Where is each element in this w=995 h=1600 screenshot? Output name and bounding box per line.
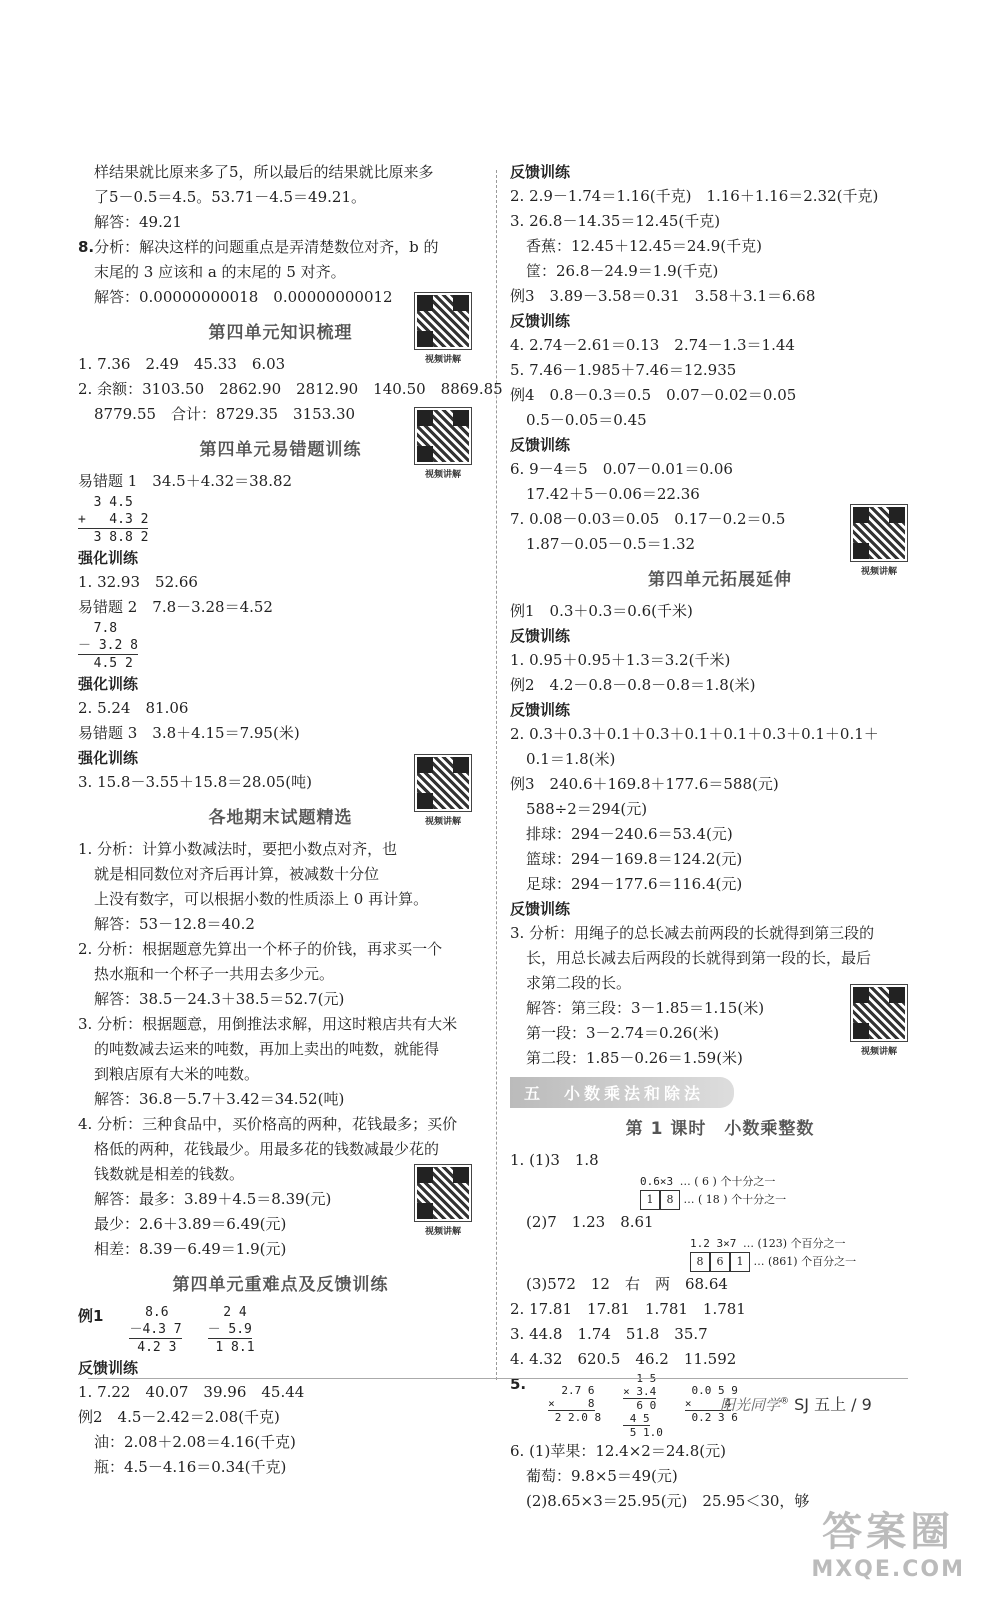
question-number: 8.: [78, 238, 95, 256]
answer-line: 1. 0.95＋0.95＋1.3＝3.2(千米): [510, 651, 731, 669]
answer-line: 相差：8.39－6.49＝1.9(元): [94, 1240, 287, 1258]
note: … (123) 个百分之一: [742, 1237, 846, 1250]
text-line: 4. 分析：三种食品中，买价格高的两种，花钱最多；买价: [78, 1115, 458, 1133]
subheading: 强化训练: [78, 549, 139, 567]
subheading: 反馈训练: [510, 436, 571, 454]
subheading: 反馈训练: [510, 627, 571, 645]
qr-code-icon[interactable]: 视频讲解: [414, 755, 472, 827]
text-line: 热水瓶和一个杯子一共用去多少元。: [94, 965, 335, 983]
text-line: 易错题 2 7.8－3.28＝4.52: [78, 598, 273, 616]
answer-line: 例3 240.6＋169.8＋177.6＝588(元): [510, 775, 779, 793]
text-line: 3. 分析：用绳子的总长减去前两段的长就得到第三段的: [510, 924, 875, 942]
answer-line: 2. 余额：3103.50 2862.90 2812.90 140.50 8869.85: [78, 380, 503, 398]
note: … ( 18 ) 个十分之一: [683, 1193, 787, 1206]
vertical-calc: 1 5 × 3.4 6 0 4 5 5 1.0: [623, 1372, 663, 1439]
answer-line: (3)572 12 右 两 68.64: [526, 1275, 728, 1293]
answer-line: 第一段：3－2.74＝0.26(米): [526, 1024, 720, 1042]
answer-line: 1. 7.22 40.07 39.96 45.44: [78, 1383, 305, 1401]
answer-line: 瓶：4.5－4.16＝0.34(千克): [94, 1458, 287, 1476]
answer-line: 例3 3.89－3.58＝0.31 3.58＋3.1＝6.68: [510, 287, 816, 305]
note: … (861) 个百分之一: [753, 1255, 857, 1268]
text-line: 2. 分析：根据题意先算出一个杯子的价钱，再求买一个: [78, 940, 443, 958]
example-label: 例1: [78, 1307, 104, 1325]
answer-line: 8779.55 合计：8729.35 3153.30: [94, 405, 356, 423]
question-number: 5.: [510, 1375, 527, 1393]
answer-line: 解答：最多：3.89＋4.5＝8.39(元): [94, 1190, 332, 1208]
digit-box: 1: [730, 1252, 750, 1272]
answer-line: 例1 0.3＋0.3＝0.6(千米): [510, 602, 693, 620]
subheading: 强化训练: [78, 749, 139, 767]
page-number: SJ 五上 / 9: [794, 1395, 872, 1414]
answer-line: 最少：2.6＋3.89＝6.49(元): [94, 1215, 287, 1233]
text-line: 的吨数减去运来的吨数，再加上卖出的吨数，就能得: [94, 1040, 440, 1058]
section-title: 第四单元知识梳理: [208, 323, 353, 343]
qr-code-icon[interactable]: 视频讲解: [850, 985, 908, 1057]
answer-line: 例2 4.2－0.8－0.8－0.8＝1.8(米): [510, 676, 756, 694]
text-line: 到粮店原有大米的吨数。: [94, 1065, 260, 1083]
right-column: [510, 160, 930, 1514]
answer-line: 第二段：1.85－0.26＝1.59(米): [526, 1049, 743, 1067]
answer-line: 香蕉：12.45＋12.45＝24.9(千克): [526, 237, 762, 255]
answer-line: 1. 32.93 52.66: [78, 573, 198, 591]
answer-line: 葡萄：9.8×5＝49(元): [526, 1467, 678, 1485]
answer-line: 7. 0.08－0.03＝0.05 0.17－0.2＝0.5: [510, 510, 786, 528]
text-line: 末尾的 3 应该和 a 的末尾的 5 对齐。: [94, 263, 346, 281]
qr-code-icon[interactable]: 视频讲解: [850, 505, 908, 577]
digit-box: 6: [710, 1252, 730, 1272]
answer-line: 2. 17.81 17.81 1.781 1.781: [510, 1300, 746, 1318]
text-line: 例2 4.5－2.42＝2.08(千克): [78, 1408, 280, 1426]
text-line: 易错题 1 34.5＋4.32＝38.82: [78, 472, 293, 490]
text-line: 易错题 3 3.8＋4.15＝7.95(米): [78, 724, 300, 742]
text-line: 分析：解决这样的问题重点是弄清楚数位对齐，b 的: [94, 238, 439, 256]
answer-line: 解答：36.8－5.7＋3.42＝34.52(吨): [94, 1090, 345, 1108]
answer-line: 排球：294－240.6＝53.4(元): [526, 825, 733, 843]
section-title: 第四单元重难点及反馈训练: [172, 1275, 389, 1295]
answer-line: 解答：第三段：3－1.85＝1.15(米): [526, 999, 765, 1017]
text-line: 长，用总长减去后两段的长就得到第一段的长，最后: [526, 949, 872, 967]
answer-line: 4. 2.74－2.61＝0.13 2.74－1.3＝1.44: [510, 336, 795, 354]
text-line: 格低的两种，花钱最少。用最多花的钱数减最少花的: [94, 1140, 440, 1158]
answer-line: 解答：0.00000000018 0.00000000012: [94, 288, 393, 306]
page-footer: [720, 1392, 872, 1415]
vertical-calc: 8.6 －4.3 7 4.2 3: [129, 1305, 182, 1355]
answer-line: 0.5－0.05＝0.45: [526, 411, 647, 429]
answer-line: 例4 0.8－0.3＝0.5 0.07－0.02＝0.05: [510, 386, 797, 404]
answer-line: 0.1＝1.8(米): [526, 750, 616, 768]
place-value-diagram-1: 0.6×3 … ( 6 ) 个十分之一 1 8 … ( 18 ) 个十分之一: [510, 1173, 930, 1210]
qr-code-icon[interactable]: 视频讲解: [414, 1165, 472, 1237]
watermark: 答案圈 MXQE.COM: [811, 1509, 965, 1582]
answer-line: 4. 4.32 620.5 46.2 11.592: [510, 1350, 737, 1368]
vertical-calc: 3 4.5 + 4.3 2 3 8.8 2: [78, 495, 149, 545]
note: … ( 6 ) 个十分之一: [679, 1175, 776, 1188]
answer-line: 5. 7.46－1.985＋7.46＝12.935: [510, 361, 737, 379]
qr-code-icon[interactable]: 视频讲解: [414, 293, 472, 365]
answer-line: 足球：294－177.6＝116.4(元): [526, 875, 743, 893]
answer-line: 6. (1)苹果：12.4×2＝24.8(元): [510, 1442, 726, 1460]
answer-line: 解答：38.5－24.3＋38.5＝52.7(元): [94, 990, 345, 1008]
answer-line: (2)8.65×3＝25.95(元) 25.95＜30，够: [526, 1492, 810, 1510]
footer-divider: [88, 1378, 908, 1379]
section-title: 各地期末试题精选: [208, 808, 353, 828]
answer-line: 588÷2＝294(元): [526, 800, 648, 818]
digit-box: 8: [660, 1190, 680, 1210]
place-value-diagram-2: 1.2 3×7 … (123) 个百分之一 8 6 1 … (861) 个百分之一: [510, 1235, 930, 1272]
vertical-calc: 0.0 5 9 × 4 0.2 3 6: [684, 1384, 738, 1424]
answer-line: 1.87－0.05－0.5＝1.32: [526, 535, 696, 553]
text-line: 求第二段的长。: [526, 974, 632, 992]
text-line: 就是相同数位对齐后再计算，被减数十分位: [94, 865, 380, 883]
example-1: [78, 1304, 483, 1356]
answer-line: 2. 5.24 81.06: [78, 699, 189, 717]
answer-line: 油：2.08＋2.08＝4.16(千克): [94, 1433, 296, 1451]
answer-line: 3. 26.8－14.35＝12.45(千克): [510, 212, 721, 230]
text-line: 1. 分析：计算小数减法时，要把小数点对齐，也: [78, 840, 398, 858]
subheading: 反馈训练: [510, 701, 571, 719]
answer-line: 解答：53－12.8＝40.2: [94, 915, 255, 933]
subheading: 反馈训练: [78, 1359, 139, 1377]
subheading: 强化训练: [78, 675, 139, 693]
brand-logo: 阳光同学: [720, 1396, 781, 1414]
subheading: 反馈训练: [510, 900, 571, 918]
vertical-calc: 2.7 6 × 8 2 2.0 8: [548, 1384, 602, 1424]
digit-box: 1: [640, 1190, 660, 1210]
answer-line: 1. (1)3 1.8: [510, 1151, 599, 1169]
answer-line: 2. 0.3＋0.3＋0.1＋0.3＋0.1＋0.1＋0.3＋0.1＋0.1＋: [510, 725, 879, 743]
answer-line: 解答：49.21: [94, 213, 182, 231]
section-title: 第四单元拓展延伸: [648, 570, 792, 590]
registered-mark: ®: [780, 1396, 790, 1407]
answer-line: 1. 7.36 2.49 45.33 6.03: [78, 355, 286, 373]
unit-banner: 五 小数乘法和除法: [510, 1077, 734, 1108]
section-title: 第四单元易错题训练: [199, 440, 362, 460]
answer-line: 2. 2.9－1.74＝1.16(千克) 1.16＋1.16＝2.32(千克): [510, 187, 879, 205]
lesson-title: 第 1 课时 小数乘整数: [625, 1119, 815, 1139]
answer-line: 3. 44.8 1.74 51.8 35.7: [510, 1325, 708, 1343]
vertical-calc: 2 4 － 5.9 1 8.1: [207, 1305, 255, 1355]
answer-line: 篮球：294－169.8＝124.2(元): [526, 850, 743, 868]
answer-line: 3. 15.8－3.55＋15.8＝28.05(吨): [78, 773, 312, 791]
vertical-calc: 7.8 － 3.2 8 4.5 2: [78, 621, 138, 671]
text-line: 上没有数字，可以根据小数的性质添上 0 再计算。: [94, 890, 429, 908]
text-line: 了5－0.5＝4.5。53.71－4.5＝49.21。: [94, 188, 366, 206]
qr-code-icon[interactable]: 视频讲解: [414, 408, 472, 480]
answer-line: (2)7 1.23 8.61: [526, 1213, 654, 1231]
answer-line: 筐：26.8－24.9＝1.9(千克): [526, 262, 719, 280]
digit-box: 8: [690, 1252, 710, 1272]
column-divider: [496, 170, 497, 1380]
subheading: 反馈训练: [510, 163, 571, 181]
answer-line: 6. 9－4＝5 0.07－0.01＝0.06: [510, 460, 733, 478]
text-line: 样结果就比原来多了5，所以最后的结果就比原来多: [94, 163, 434, 181]
text-line: 3. 分析：根据题意，用倒推法求解，用这时粮店共有大米: [78, 1015, 458, 1033]
text-line: 钱数就是相差的钱数。: [94, 1165, 245, 1183]
answer-line: 17.42＋5－0.06＝22.36: [526, 485, 700, 503]
subheading: 反馈训练: [510, 312, 571, 330]
